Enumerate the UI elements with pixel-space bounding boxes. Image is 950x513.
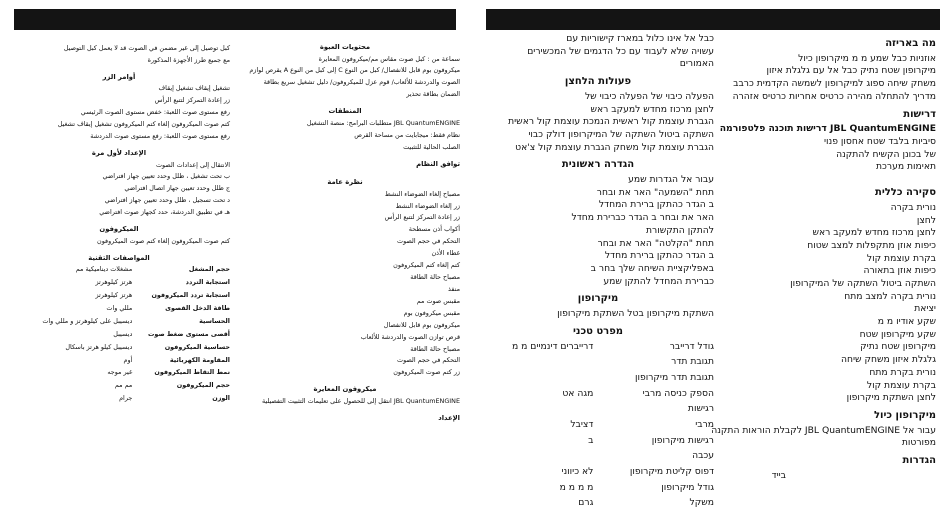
spec-row bbox=[8, 265, 230, 275]
hebrew-column-2 bbox=[482, 33, 714, 513]
spec-key: المقاومة الكهربائية bbox=[169, 355, 230, 364]
microphone-title: الميكروفون bbox=[99, 225, 139, 234]
arabic-column-2 bbox=[8, 36, 230, 407]
spec-value: לא כיווני bbox=[561, 466, 594, 478]
microphone-title: מיקרופון bbox=[577, 293, 619, 305]
spec-key: תגובת תדר bbox=[671, 356, 714, 368]
overview-item: التحكم في حجم الصوت bbox=[397, 237, 460, 246]
mic-calibration-title: ميكروفون المعايرة bbox=[313, 385, 377, 394]
spec-key: أقصى مستوى ضغط صوت bbox=[148, 329, 230, 338]
setup-step: תחת "הקלטה" האר את ובחר bbox=[597, 237, 714, 249]
first-setup-title: الإعداد لأول مرة bbox=[91, 148, 147, 157]
spec-value: ב bbox=[588, 434, 594, 446]
spec-value: דציבל bbox=[570, 419, 594, 430]
overview-item: לחצן השתקת מיקרופון bbox=[846, 392, 936, 404]
page-header-bar bbox=[486, 9, 940, 30]
overview-item: נורית בקרת מתח bbox=[869, 366, 936, 378]
setup-step: באפליקציית השיחה שלך בחר ב bbox=[590, 262, 714, 274]
spec-key: גודל מיקרופון bbox=[661, 481, 714, 493]
spec-value: מגה אט bbox=[562, 387, 594, 399]
button-action: הגברת עוצמת קול משחק הגברת עוצמת קול צ'אט bbox=[515, 141, 714, 153]
connection-note: مع جميع طرز الأجهزة المذكورة bbox=[147, 55, 230, 64]
initial-setup-title: הגדרה ראשונית bbox=[561, 159, 635, 171]
spec-value: גרם bbox=[578, 497, 594, 509]
spec-row bbox=[8, 381, 230, 391]
spec-value: مللي وات bbox=[106, 303, 133, 312]
overview-item: ميكروفون بوم قابل للانفصال bbox=[383, 320, 460, 329]
in-box-line: אוזניות כבל שמע מ מ מיקרופון כיול bbox=[798, 52, 936, 64]
platforms-title: المنطقات bbox=[328, 107, 362, 116]
in-box-line: משחק שיחה ספוג למיקרופון לשמשה הקדמית כרבב bbox=[733, 78, 936, 90]
spec-row bbox=[8, 356, 230, 366]
spec-key: הספק כניסה מרבי bbox=[642, 387, 714, 399]
platforms-line: JBL QuantumENGINE متطلبات البرامج: منصة التشغيل bbox=[306, 118, 460, 127]
button-command: زر إعادة التمركز لتتبع الرأس bbox=[154, 96, 230, 105]
spec-key: רגישות מיקרופון bbox=[651, 434, 714, 446]
arabic-page bbox=[0, 0, 472, 499]
setup-step: עבור אל הגדרות שמע bbox=[628, 174, 714, 186]
spec-value bbox=[482, 356, 593, 369]
spec-key: حساسية الميكروفون bbox=[164, 342, 230, 351]
spec-value: أوم bbox=[123, 355, 133, 364]
overview-item: زر كتم صوت الميكروفون bbox=[393, 368, 460, 377]
requirements-line: סיביות בלבד שטח אחסון פנוי bbox=[823, 136, 936, 148]
setup-step: תחת "השמעה" האר את ובחר bbox=[596, 186, 714, 198]
spec-row bbox=[482, 403, 714, 416]
button-action: הגברת עוצמת קול ראשית הנמכת עוצמת קול ראשית bbox=[508, 116, 714, 128]
spec-row bbox=[8, 317, 230, 327]
setup-step: כברירת המחדל להתקן שמע bbox=[603, 275, 714, 287]
calibration-mic-text: עבור אל JBL QuantumENGINE לקבלת הוראות התקנה bbox=[711, 424, 936, 436]
spec-key: الوزن bbox=[212, 394, 230, 403]
connection-note: كبل توصيل إلى غير مضمن في الصوت قد لا يعمل كبل التوصيل bbox=[63, 44, 230, 52]
overview-item: زر إلغاء الضوضاء النشط bbox=[395, 201, 460, 210]
spec-value: هرتز كيلوهرتز bbox=[95, 290, 133, 299]
overview-item: مصباح حالة الطاقة bbox=[410, 273, 460, 282]
spec-value: ديسيبل على كيلوهرتز و مللي وات bbox=[42, 316, 133, 325]
intro-line: כבל אל אינו כלול במארז קישוריות עם bbox=[566, 33, 714, 44]
calibration-mic-text: מפורטות bbox=[901, 437, 936, 449]
spec-key: מרבי bbox=[695, 419, 714, 430]
page-header-bar bbox=[14, 9, 456, 30]
spec-value: דרייברים דינמיים מ מ bbox=[511, 340, 594, 352]
setup-note: בייד bbox=[771, 469, 786, 481]
overview-item: كتم إلغاء كتم الميكروفون bbox=[393, 261, 460, 270]
first-setup-step: ب تحت تشغيل ، ظلل وحدد تعيين جهاز افتراضي bbox=[102, 172, 230, 181]
first-setup-step: هـ في تطبيق الدردشة، حدد كجهاز صوت افتراضي bbox=[99, 208, 230, 217]
overview-item: בקרת עוצמת קול bbox=[866, 379, 936, 391]
overview-item: נורית בקרה bbox=[890, 201, 936, 213]
overview-item: أكواب أذن مسطحة bbox=[408, 225, 460, 234]
setup-step: ב הגדר כהתקן ברירת המחדל bbox=[598, 199, 714, 211]
spec-key: עכבה bbox=[692, 450, 714, 462]
overview-item: قرص توازن الصوت والدردشة للألعاب bbox=[360, 332, 460, 341]
overview-item: غطاء الأذن bbox=[431, 249, 460, 258]
spec-row bbox=[482, 450, 714, 463]
spec-row bbox=[8, 304, 230, 314]
first-setup-step: د تحت تسجيل ، ظلل وحدد تعيين جهاز افتراضي bbox=[104, 196, 230, 205]
in-box-line: מדריך להתחלה מהירה כרטיס אחריות כרטיס אזהרה bbox=[732, 90, 936, 102]
spec-row bbox=[482, 341, 714, 354]
button-action: הפעלה כיבוי של הפעלה כיבוי של bbox=[584, 90, 714, 102]
button-command: تشغيل إيقاف تشغيل إيقاف bbox=[158, 84, 230, 93]
in-box-line: מיקרופון שטח נתיק כבל אל עם גלגלת איזון bbox=[766, 65, 936, 77]
spec-row bbox=[482, 388, 714, 401]
spec-row bbox=[8, 343, 230, 353]
spec-row bbox=[482, 372, 714, 385]
spec-row bbox=[482, 435, 714, 448]
spec-row bbox=[482, 497, 714, 510]
overview-item: مصباح إلغاء الضوضاء النشط bbox=[384, 189, 460, 198]
overview-item: השתקה ביטול השתקה של המיקרופון bbox=[790, 278, 936, 290]
overview-title: סקירה כללית bbox=[874, 187, 936, 199]
calibration-mic-title: מיקרופון כיול bbox=[873, 409, 936, 421]
tech-specs-title: المواصفات التقنية bbox=[88, 253, 150, 262]
overview-item: נורית בקרה למצב מתח bbox=[844, 290, 936, 302]
setup-step: האר את ובחר ב הגדר כברירת מחדל bbox=[571, 212, 714, 224]
button-actions-title: פעולות הלחצן bbox=[564, 76, 632, 88]
spec-value bbox=[482, 450, 593, 463]
spec-value: مم مم bbox=[114, 381, 133, 390]
intro-line: עשויה שלא לעבוד עם כל הדגמים של המכשירים bbox=[527, 45, 714, 57]
setup-step: להתקן התקשורת bbox=[645, 224, 714, 236]
spec-key: حجم الميكروفون bbox=[176, 381, 230, 390]
package-line: ميكروفون بوم قابل للانفصال/ كبل من النوع C إلى كبل من النوع A يقرص لوازم bbox=[249, 66, 460, 75]
hebrew-page bbox=[478, 0, 950, 509]
spec-row bbox=[482, 482, 714, 495]
spec-value: جرام bbox=[119, 394, 133, 403]
overview-item: שקע אודיו מ מ bbox=[877, 316, 936, 328]
button-command: رفع مستوى صوت اللعبة: رفع مستوى صوت الدردشة bbox=[90, 132, 230, 141]
platforms-line: الصلب الحالية للتثبيت bbox=[403, 142, 460, 151]
setup-title: الإعداد bbox=[438, 413, 460, 422]
overview-title: نظرة عامة bbox=[327, 178, 363, 187]
compat-title: توافق النظام bbox=[416, 159, 460, 168]
button-action: השתקה ביטול השתקה של המיקרופון דולק כבוי bbox=[528, 128, 714, 140]
button-commands-title: أوامر الزر bbox=[102, 72, 136, 81]
package-contents-title: محتويات العبوة bbox=[319, 43, 371, 51]
overview-item: مصباح حالة الطاقة bbox=[410, 344, 460, 353]
spec-value: هرتز كيلوهرتز bbox=[95, 278, 133, 287]
spec-key: דפוס קליטת מיקרופון bbox=[629, 466, 714, 478]
setup-title: הגדרות bbox=[902, 455, 936, 467]
in-box-title: מה באריזה bbox=[885, 38, 936, 49]
spec-row bbox=[8, 368, 230, 378]
overview-item: منفذ bbox=[448, 284, 460, 293]
spec-row bbox=[482, 466, 714, 479]
arabic-column-1 bbox=[230, 36, 460, 425]
platforms-line: نظام فقط: ميجابايت من مساحة القرص bbox=[354, 130, 460, 139]
spec-key: نمط التقاط الميكروفون bbox=[154, 368, 230, 377]
spec-key: תגובת תדר מיקרופון bbox=[634, 371, 714, 383]
spec-row bbox=[8, 291, 230, 301]
overview-item: יציאת bbox=[914, 303, 936, 315]
requirements-line: של בכונן הקשיח להתקנה bbox=[836, 148, 936, 160]
spec-key: استجابة تردد الميكروفون bbox=[151, 290, 230, 299]
mic-calibration-text: JBL QuantumENGINE انتقل إلى للحصول على تعليمات التثبيت التفصيلية bbox=[261, 396, 460, 405]
spec-key: גודל דרייבר bbox=[669, 340, 714, 352]
overview-item: לחצן מרכוז מחדש למעקב ראש bbox=[812, 227, 936, 239]
button-command: رفع مستوى صوت اللعبة: خفض مستوى الصوت الرئيسي bbox=[80, 108, 230, 117]
spec-row bbox=[8, 330, 230, 340]
spec-value bbox=[482, 372, 593, 385]
first-setup-step: الانتقال إلى إعدادات الصوت bbox=[155, 160, 230, 169]
button-command: كتم صوت الميكروفون إلغاء كتم الميكروفون تشغيل إيقاف تشغيل bbox=[57, 120, 230, 129]
overview-item: مقبس ميكروفون بوم bbox=[403, 308, 460, 317]
spec-value bbox=[482, 403, 593, 416]
spec-row bbox=[482, 356, 714, 369]
overview-item: לחצן bbox=[916, 214, 936, 226]
hebrew-column-1 bbox=[711, 33, 936, 483]
tech-specs-title: מפרט טכני bbox=[572, 325, 624, 337]
spec-row bbox=[8, 278, 230, 288]
overview-item: בקרת עוצמת קול bbox=[866, 252, 936, 264]
spec-value: ديسيبل كيلو هرتز باسكال bbox=[65, 342, 133, 351]
package-line: سماعة من : كبل صوت مقاس مم/ميكروفون المعايرة bbox=[318, 54, 460, 63]
spec-key: الحساسية bbox=[199, 316, 230, 325]
overview-item: زر إعادة التمركز لتتبع الرأس bbox=[384, 213, 460, 222]
overview-item: מיקרופון שטח נתיק bbox=[860, 341, 936, 353]
spec-row bbox=[482, 419, 714, 432]
microphone-text: كتم صوت الميكروفون إلغاء كتم صوت الميكروفون bbox=[97, 236, 230, 245]
spec-value: ديسيبل bbox=[113, 329, 133, 338]
spec-value: مشغلات ديناميكية مم bbox=[75, 265, 133, 274]
spec-key: طاقة الدخل القصوى bbox=[165, 303, 230, 312]
spec-value: מ מ מ מ bbox=[559, 481, 594, 493]
spec-row bbox=[8, 394, 230, 404]
spec-key: استجابة التردد bbox=[185, 278, 230, 287]
spec-value: غير موجه bbox=[107, 368, 133, 377]
overview-item: גלגלת איזון משחק שיחה bbox=[840, 354, 936, 366]
package-line: الضمان بطاقة تحذير bbox=[406, 90, 460, 99]
spec-key: משקל bbox=[689, 497, 714, 509]
button-action: לחצן מרכוז מחדש למעקב ראש bbox=[590, 103, 714, 115]
requirements-title: דרישות bbox=[903, 108, 936, 120]
overview-item: التحكم في حجم الصوت bbox=[397, 356, 460, 365]
microphone-text: השתקת מיקרופון בטל השתקת מיקרופון bbox=[557, 308, 714, 320]
intro-line: האמורים bbox=[679, 58, 714, 70]
package-line: الصوت والدردشة للألعاب/ قوم عزل للميكروفون/ دليل تشغيل سريع بطاقة bbox=[263, 78, 460, 87]
requirements-line: JBL QuantumENGINE דרישות תוכנה פלטפורמה bbox=[719, 123, 936, 135]
overview-item: مقبس صوت مم bbox=[416, 296, 460, 305]
setup-step: ב הגדר כהתקן ברירת מחדל bbox=[604, 250, 714, 262]
requirements-line: תאימות מערכת bbox=[875, 161, 936, 173]
overview-item: כיפות אוזן בתאורה bbox=[863, 265, 936, 277]
overview-item: כיפות אוזן מתקפלות למצב שטוח bbox=[807, 239, 936, 251]
spec-key: حجم المشغل bbox=[188, 265, 230, 274]
first-setup-step: ج ظلل وحدد تعيين جهاز اتصال افتراضي bbox=[124, 184, 230, 193]
spec-key: רגישות bbox=[687, 403, 714, 415]
overview-item: שקע מיקרופון שטח bbox=[859, 328, 936, 340]
